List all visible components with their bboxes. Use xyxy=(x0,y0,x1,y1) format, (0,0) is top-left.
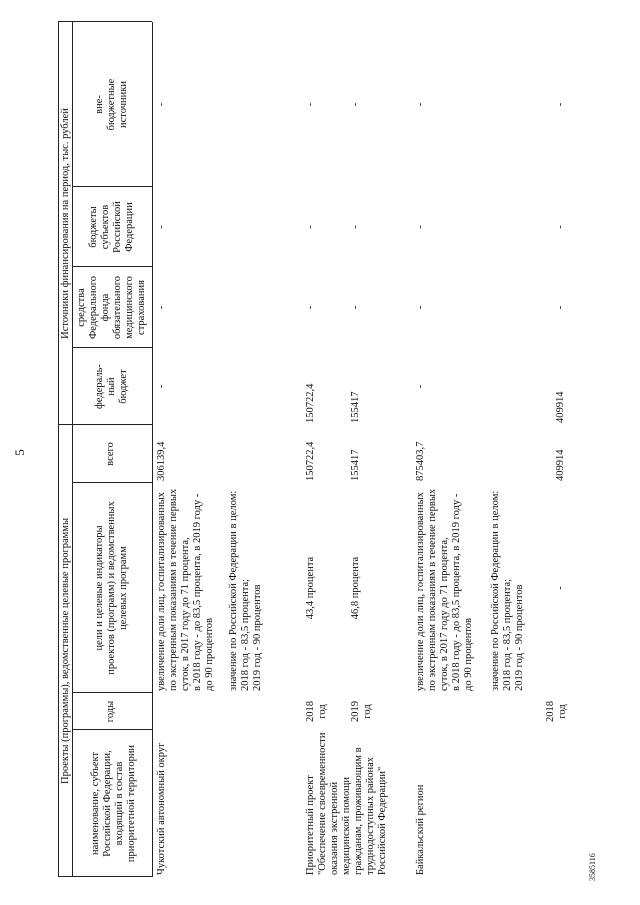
row-baikal-offbudget: - xyxy=(415,102,426,107)
row-priority-2019-federal: 155417 xyxy=(350,391,361,423)
row-baikal-total: 875403,7 xyxy=(415,441,426,481)
row-baikal-goal: увеличение доли лиц, госпитализированных по экстренным показаниям в течение первых суток, в 2017 году до 71 процента, в 2018 году - до 83,5 процента, в 2019 году - до 90 процентов xyxy=(415,488,474,691)
row-chukotka-federal: - xyxy=(156,384,167,389)
header-projects-group: Проекты (программы), ведомственные целевые программы xyxy=(60,517,71,785)
row-chukotka-goal: увеличение доли лиц, госпитализированных по экстренным показаниям в течение первых суток, в 2017 году до 71 процента, в 2018 году - до 83,5 процента, в 2019 году - до 90 процентов xyxy=(156,488,215,691)
row-baikal-2018-regional: - xyxy=(555,225,566,229)
row-baikal-2018-total: 409914 xyxy=(555,449,566,481)
row-baikal-2018-fund: - xyxy=(555,305,566,310)
header-col-offbudget: вне- бюджетные источники xyxy=(94,78,129,131)
header-col-name: наименование, субъект Российской Федерации, входящий в состав приоритетной территории xyxy=(90,744,137,863)
row-priority-name: Приоритетный проект "Обеспечение своевременности оказания экстренной медицинской помощи гражданам, проживающим в труднодоступных районах Российской Федерации" xyxy=(305,732,388,875)
row-baikal-2018-year: 2018 год xyxy=(545,701,568,722)
row-baikal-regional: - xyxy=(415,225,426,229)
row-priority-2018-fund: - xyxy=(305,305,316,310)
header-group-divider xyxy=(72,22,73,877)
row-priority-2018-year: 2018 год xyxy=(305,701,328,722)
row-priority-2019-year: 2019 год xyxy=(350,701,373,722)
row-baikal-national-value: значение по Российской Федерации в целом: 2018 год - 83,5 процента; 2019 год - 90 процентов xyxy=(490,490,525,691)
row-priority-2019-goal: 46,8 процента xyxy=(350,556,361,620)
row-chukotka-total: 306139,4 xyxy=(156,441,167,481)
row-baikal-name: Байкальский регион xyxy=(415,784,426,875)
header-bottom-border xyxy=(152,22,153,877)
header-col-regional: бюджеты субъектов Российской Федерации xyxy=(88,201,135,253)
row-baikal-2018-goal: - xyxy=(555,586,566,590)
row-chukotka-name: Чукотский автономный округ xyxy=(156,742,167,875)
row-priority-2019-fund: - xyxy=(350,305,361,310)
header-col-goals: цели и целевые индикаторы проектов (программ) и ведомственных целевых программ xyxy=(94,501,129,675)
header-sources-group: Источники финансирования на период, тыс. рублей xyxy=(60,108,71,339)
row-priority-2018-offbudget: - xyxy=(305,102,316,107)
row-priority-2018-federal: 150722,4 xyxy=(305,383,316,423)
row-priority-2019-offbudget: - xyxy=(350,102,361,107)
row-priority-2018-total: 150722,4 xyxy=(305,441,316,481)
header-col-total: всего xyxy=(105,442,116,466)
row-chukotka-offbudget: - xyxy=(156,102,167,107)
page-number: 5 xyxy=(12,449,27,456)
row-priority-2018-regional: - xyxy=(305,225,316,229)
row-baikal-2018-offbudget: - xyxy=(555,102,566,107)
row-priority-2019-total: 155417 xyxy=(350,449,361,481)
row-baikal-2018-federal: 409914 xyxy=(555,391,566,423)
row-chukotka-regional: - xyxy=(156,225,167,229)
header-col-years: годы xyxy=(105,700,116,723)
header-col-federal: федераль- ный бюджет xyxy=(94,364,129,409)
row-priority-2018-goal: 43,4 процента xyxy=(305,556,316,620)
table-top-border xyxy=(58,22,59,877)
row-baikal-fund: - xyxy=(415,305,426,310)
header-col-fund: средства Федерального фонда обязательного медицинского страхования xyxy=(76,275,147,340)
row-chukotka-fund: - xyxy=(156,305,167,310)
row-priority-2019-regional: - xyxy=(350,225,361,229)
row-baikal-federal: - xyxy=(415,384,426,389)
document-id: 3585116 xyxy=(588,853,597,881)
row-chukotka-national-value: значение по Российской Федерации в целом: 2018 год - 83,5 процента; 2019 год - 90 процентов xyxy=(228,490,263,691)
